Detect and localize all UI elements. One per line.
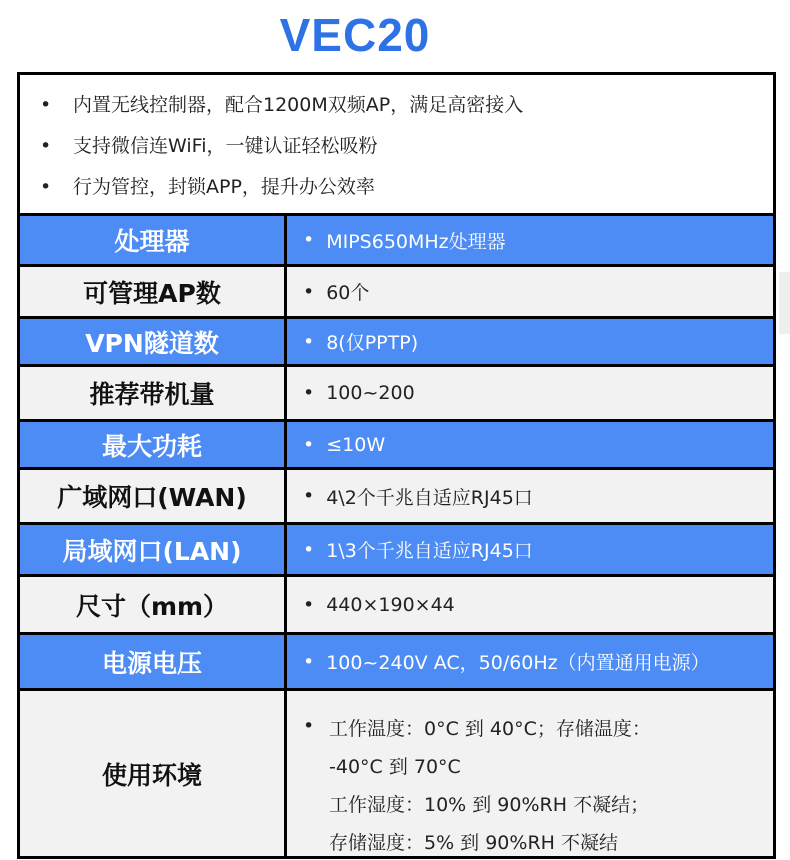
feature-text: 内置无线控制器，配合1200M双频AP，满足高密接入 <box>73 94 524 116</box>
spec-row-dimensions <box>20 577 773 635</box>
feature-list <box>20 75 773 216</box>
spec-label: 尺寸（mm） <box>20 577 287 632</box>
spec-value <box>287 577 773 632</box>
spec-value-text: MIPS650MHz处理器 <box>326 230 506 253</box>
spec-value <box>287 470 773 522</box>
feature-item <box>20 126 773 166</box>
side-scroll-tab <box>779 272 790 334</box>
spec-value-text: 440×190×44 <box>326 593 455 616</box>
bullet-icon: • <box>303 650 315 673</box>
spec-row-recommended-load <box>20 367 773 422</box>
feature-item <box>20 85 773 125</box>
spec-row-environment <box>20 691 773 856</box>
spec-row-processor <box>20 216 773 267</box>
spec-row-lan <box>20 525 773 577</box>
bullet-icon: • <box>303 485 315 507</box>
spec-value <box>287 422 773 467</box>
environment-lines <box>287 691 773 856</box>
spec-value <box>287 367 773 419</box>
bullet-icon: • <box>303 433 315 456</box>
spec-row-power-supply <box>20 635 773 691</box>
page-title: VEC20 <box>279 9 431 61</box>
spec-value-text: 8(仅PPTP) <box>326 332 419 354</box>
spec-table <box>17 72 776 859</box>
environment-line: 存储湿度：5% 到 90%RH 不凝结 <box>329 832 618 854</box>
bullet-icon: • <box>303 330 315 353</box>
spec-row-vpn <box>20 319 773 367</box>
spec-label: 可管理AP数 <box>20 267 287 316</box>
environment-line: -40°C 到 70°C <box>329 756 461 778</box>
bullet-icon: • <box>303 382 315 404</box>
bullet-icon: • <box>303 280 315 303</box>
spec-value <box>287 635 773 688</box>
spec-value-text: 100~200 <box>326 382 415 404</box>
bullet-icon: • <box>40 176 52 198</box>
spec-label: 电源电压 <box>20 635 287 688</box>
spec-value <box>287 216 773 264</box>
spec-label: 最大功耗 <box>20 422 287 467</box>
spec-value <box>287 267 773 316</box>
bullet-icon: • <box>40 94 52 116</box>
spec-label: 局域网口(LAN) <box>20 525 287 574</box>
feature-text: 行为管控，封锁APP，提升办公效率 <box>73 176 375 198</box>
bullet-icon: • <box>40 135 52 157</box>
spec-value-text: 100~240V AC，50/60Hz（内置通用电源） <box>326 652 710 674</box>
spec-value <box>287 319 773 364</box>
spec-row-wan <box>20 470 773 525</box>
feature-item <box>20 167 773 207</box>
bullet-icon: • <box>303 538 315 561</box>
spec-value-text: 4\2个千兆自适应RJ45口 <box>326 486 533 509</box>
bullet-icon: • <box>303 229 315 251</box>
bullet-icon: • <box>303 593 315 616</box>
spec-value-text: 60个 <box>326 282 370 304</box>
spec-row-power-consumption <box>20 422 773 470</box>
feature-text: 支持微信连WiFi，一键认证轻松吸粉 <box>73 135 378 157</box>
spec-label: 广域网口(WAN) <box>20 470 287 522</box>
environment-line: 工作湿度：10% 到 90%RH 不凝结； <box>329 794 650 816</box>
environment-line: 工作温度：0°C 到 40°C；存储温度： <box>329 718 651 740</box>
spec-value-text: 1\3个千兆自适应RJ45口 <box>326 540 533 562</box>
spec-value <box>287 525 773 574</box>
spec-label: 使用环境 <box>20 691 287 856</box>
spec-label: 推荐带机量 <box>20 367 287 419</box>
spec-label: 处理器 <box>20 216 287 264</box>
bullet-icon: • <box>303 715 315 737</box>
spec-value-text: ≤10W <box>326 433 386 456</box>
spec-label: VPN隧道数 <box>20 319 287 364</box>
spec-row-ap-count <box>20 267 773 319</box>
